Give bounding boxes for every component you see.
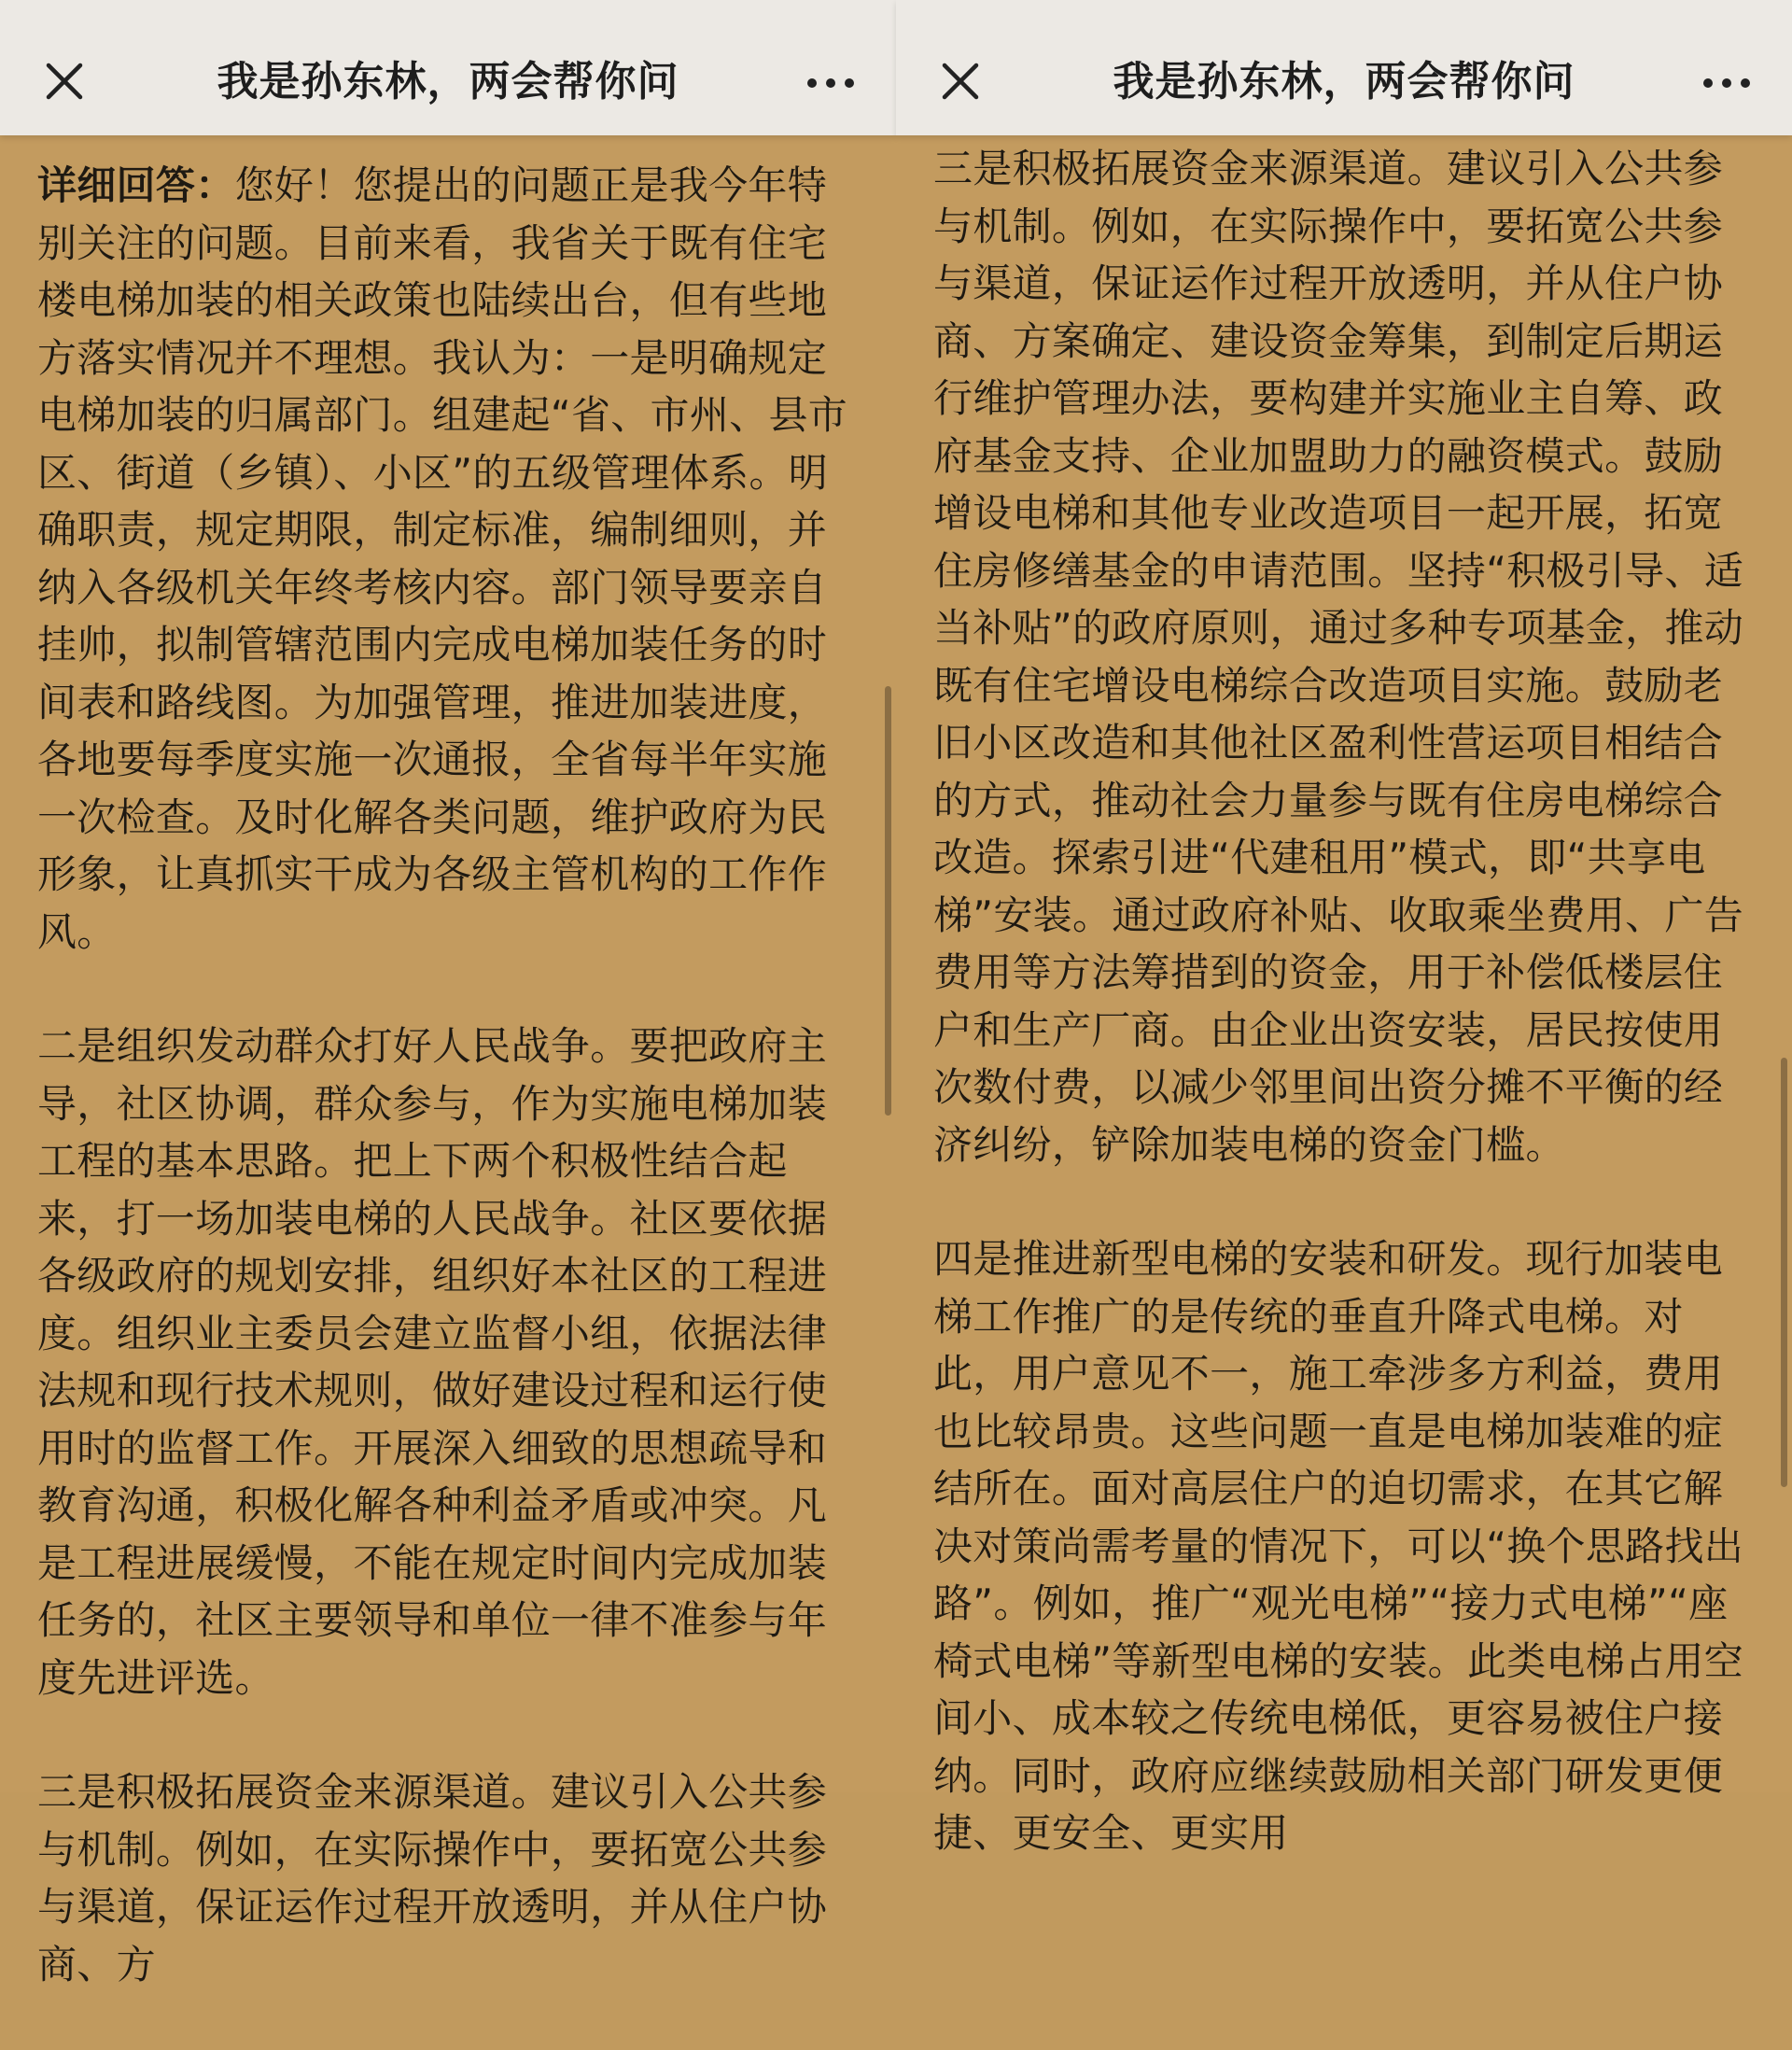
more-dots-icon[interactable] xyxy=(1702,73,1751,93)
paragraph-text: 您好！您提出的问题正是我今年特别关注的问题。目前来看，我省关于既有住宅楼电梯加装的相关政策也陆续出台，但有些地方落实情况并不理想。我认为：一是明确规定电梯加装的归属部门。组建起“省、市州、县市区、街道（乡镇）、小区”的五级管理体系。明确职责，规定期限，制定标准，编制细则，并纳入各级机关年终考核内容。部门领导要亲自挂帅，拟制管辖范围内完成电梯加装任务的时间表和路线图。为加强管理，推进加装进度，各地要每季度实施一次通报，全省每半年实施一次检查。及时化解各类问题，维护政府为民形象，让真抓实干成为各级主管机构的工作作风。 xyxy=(37,162,848,955)
close-icon[interactable] xyxy=(41,58,88,105)
article-paragraph: 三是积极拓展资金来源渠道。建议引入公共参与机制。例如，在实际操作中，要拓宽公共参与渠道，保证运作过程开放透明，并从住户协商、方 xyxy=(37,1769,828,1987)
scrollbar[interactable] xyxy=(1781,1058,1787,1487)
top-navigation-bar xyxy=(0,0,896,135)
answer-label: 详细回答： xyxy=(37,162,235,208)
left-article-screen xyxy=(0,0,896,1987)
article-paragraph: 三是积极拓展资金来源渠道。建议引入公共参与机制。例如，在实际操作中，要拓宽公共参与渠道，保证运作过程开放透明，并从住户协商、方案确定、建设资金筹集，到制定后期运行维护管理办法，要构建并实施业主自筹、政府基金支持、企业加盟助力的融资模式。鼓励增设电梯和其他专业改造项目一起开展，拓宽住房修缮基金的申请范围。坚持“积极引导、适当补贴”的政府原则，通过多种专项基金，推动既有住宅增设电梯综合改造项目实施。鼓励老旧小区改造和其他社区盈利性营运项目相结合的方式，推动社会力量参与既有住房电梯综合改造。探索引进“代建租用”模式，即“共享电梯”安装。通过政府补贴、收取乘坐费用、广告费用等方法筹措到的资金，用于补偿低楼层住户和生产厂商。由企业出资安装，居民按使用次数付费，以减少邻里间出资分摊不平衡的经济纠纷，铲除加装电梯的资金门槛。 xyxy=(933,146,1744,1168)
top-navigation-bar xyxy=(896,0,1792,135)
right-article-screen xyxy=(896,0,1792,1856)
page-title: 我是孙东林，两会帮你问 xyxy=(217,58,679,105)
scrollbar[interactable] xyxy=(885,686,891,1116)
article-content xyxy=(896,140,1792,1919)
page-title: 我是孙东林，两会帮你问 xyxy=(1113,58,1575,105)
article-content xyxy=(0,157,896,2050)
article-paragraph: 四是推进新型电梯的安装和研发。现行加装电梯工作推广的是传统的垂直升降式电梯。对此，用户意见不一，施工牵涉多方利益，费用也比较昂贵。这些问题一直是电梯加装难的症结所在。面对高层住户的迫切需求，在其它解决对策尚需考量的情况下，可以“换个思路找出路”。例如，推广“观光电梯”“接力式电梯”“座椅式电梯”等新型电梯的安装。此类电梯占用空间小、成本较之传统电梯低，更容易被住户接纳。同时，政府应继续鼓励相关部门研发更便捷、更安全、更实用 xyxy=(933,1236,1744,1856)
more-dots-icon[interactable] xyxy=(806,73,855,93)
article-paragraph xyxy=(0,157,896,961)
article-paragraph: 二是组织发动群众打好人民战争。要把政府主导，社区协调，群众参与，作为实施电梯加装工程的基本思路。把上下两个积极性结合起来，打一场加装电梯的人民战争。社区要依据各级政府的规划安排，组织好本社区的工程进度。组织业主委员会建立监督小组，依据法律法规和现行技术规则，做好建设过程和运行使用时的监督工作。开展深入细致的思想疏导和教育沟通，积极化解各种利益矛盾或冲突。凡是工程进展缓慢，不能在规定时间内完成加装任务的，社区主要领导和单位一律不准参与年度先进评选。 xyxy=(37,1023,828,1701)
close-icon[interactable] xyxy=(937,58,984,105)
